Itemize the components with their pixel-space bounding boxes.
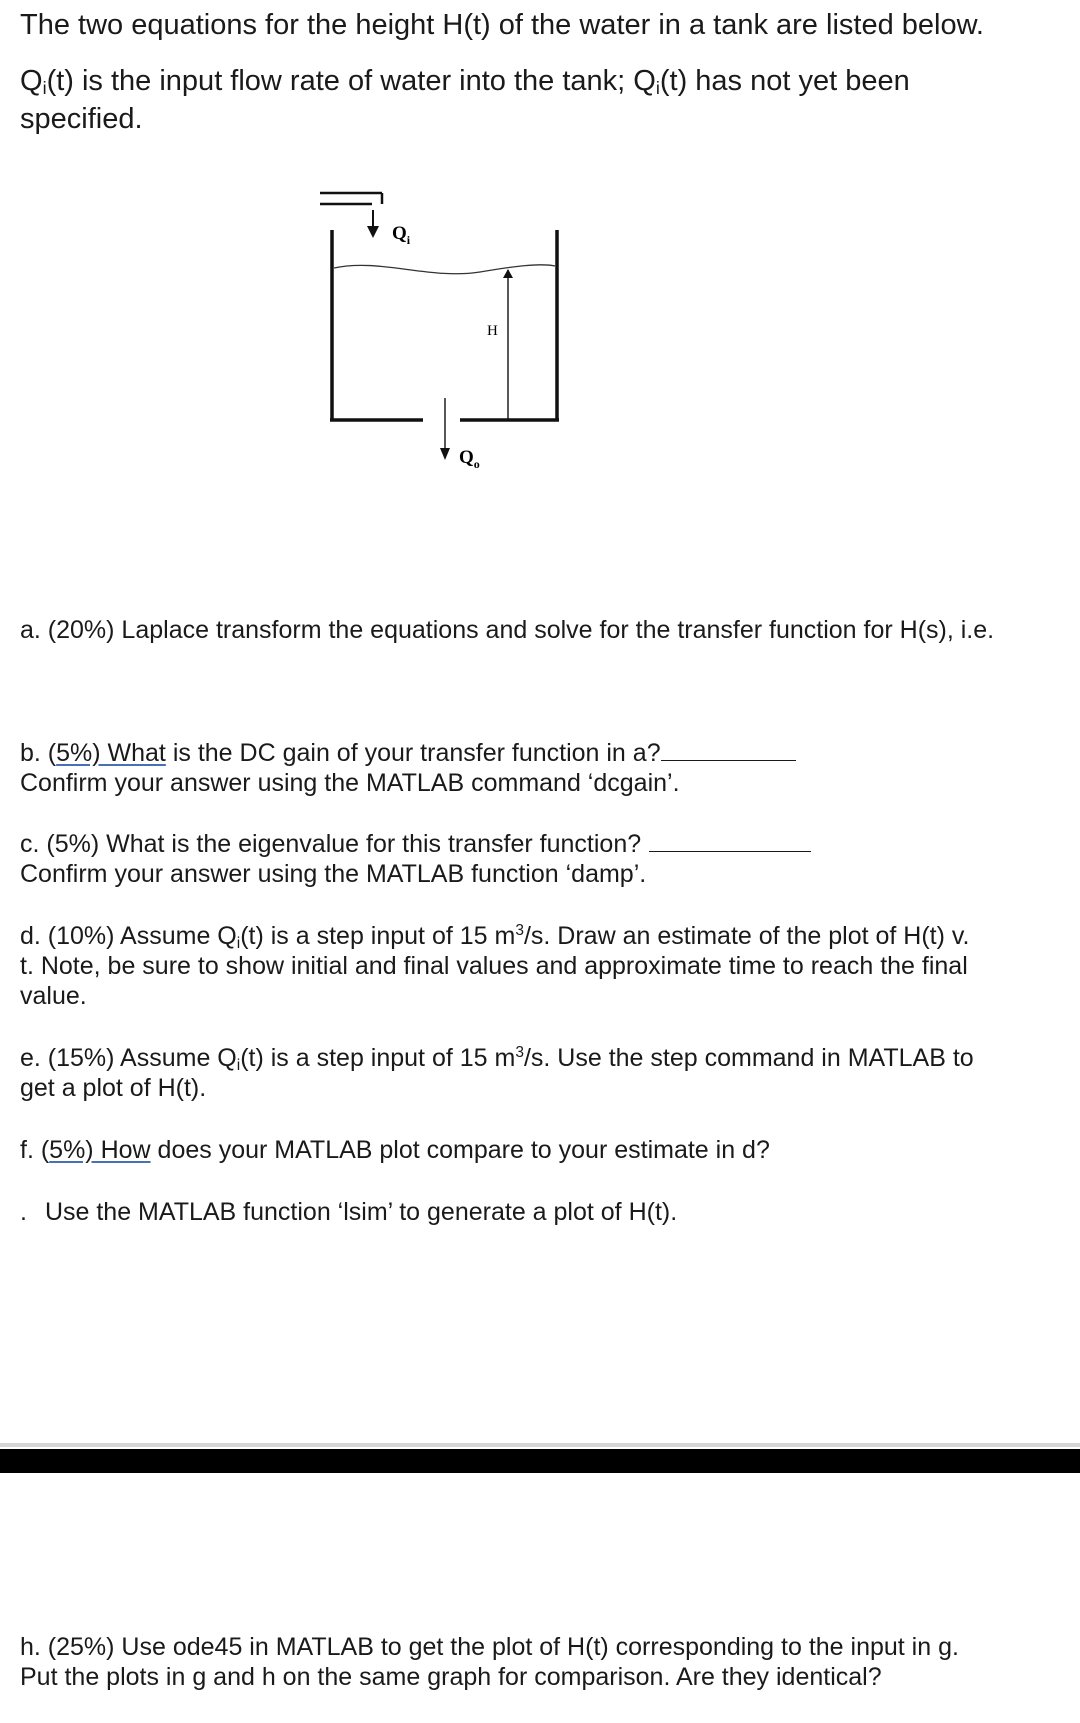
question-d-line-1: d. (10%) Assume Qi(t) is a step input of 15 $m^3/s$. Draw an estimate of the plot of H(t) v. xyxy=(20,922,970,952)
question-c-line-2: Confirm your answer using the MATLAB function ‘damp’. xyxy=(20,860,647,888)
inflow-arrow-head xyxy=(367,226,379,238)
height-arrow-head xyxy=(503,269,513,278)
outflow-arrow-head xyxy=(440,448,450,460)
question-g: . Use the MATLAB function ‘lsim’ to generate a plot of H(t). xyxy=(20,1198,678,1226)
answer-blank-b xyxy=(661,738,796,761)
question-f: f. (5%) How does your MATLAB plot compare to your estimate in d? xyxy=(20,1136,770,1164)
intro-line-1: The two equations for the height H(t) of the water in a tank are listed below. xyxy=(20,9,984,41)
question-d-line-3: value. xyxy=(20,982,87,1010)
separator-black xyxy=(0,1449,1080,1473)
question-c-line-1: c. (5%) What is the eigenvalue for this transfer function? xyxy=(20,829,1060,859)
intro-line-2: Qi(t) is the input flow rate of water into the tank; Qi(t) has not yet been xyxy=(20,65,910,99)
question-b-line-1: b. (5%) What is the DC gain of your transfer function in a? xyxy=(20,738,1060,768)
question-h-line-1: h. (25%) Use ode45 in MATLAB to get the plot of H(t) corresponding to the input in g. xyxy=(20,1633,959,1661)
question-a: a. (20%) Laplace transform the equations and solve for the transfer function for H(s), i.e. xyxy=(20,616,995,644)
height-label: H xyxy=(487,323,498,339)
intro-line-3: specified. xyxy=(20,103,143,135)
question-e-line-2: get a plot of H(t). xyxy=(20,1074,207,1102)
question-b-line-2: Confirm your answer using the MATLAB command ‘dcgain’. xyxy=(20,769,680,797)
outflow-label: $Q_o$ xyxy=(459,447,480,471)
question-h-line-2: Put the plots in g and h on the same graph for comparison. Are they identical? xyxy=(20,1663,882,1691)
answer-blank-c xyxy=(649,829,811,852)
tank-diagram xyxy=(300,180,600,490)
question-d-line-2: t. Note, be sure to show initial and final values and approximate time to reach the final xyxy=(20,952,968,980)
separator-grey xyxy=(0,1443,1080,1447)
inflow-label: $Q_i$ xyxy=(392,223,411,247)
question-e-line-1: e. (15%) Assume Qi(t) is a step input of 15 $m^3/s$. Use the step command in MATLAB to xyxy=(20,1044,974,1074)
water-surface xyxy=(334,265,555,274)
